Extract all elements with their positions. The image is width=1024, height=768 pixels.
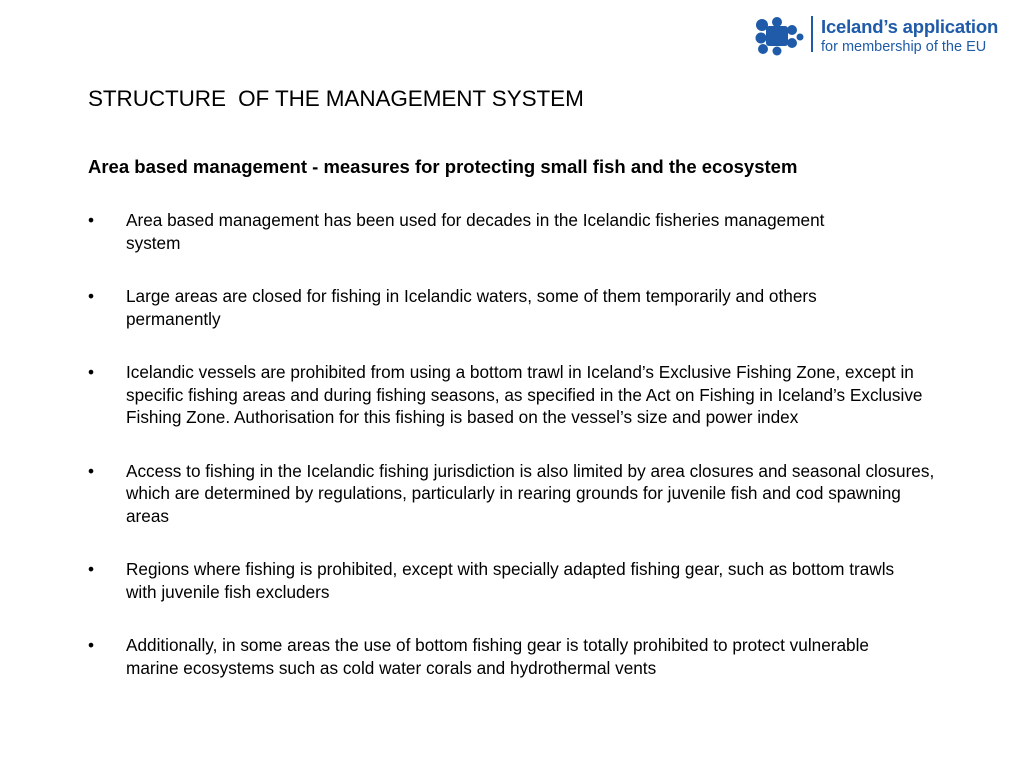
slide-title: STRUCTURE OF THE MANAGEMENT SYSTEM (88, 86, 584, 111)
logo-divider (811, 16, 813, 52)
bullet-point-icon: • (88, 559, 95, 579)
iceland-puzzle-logo-icon (752, 16, 804, 56)
bullet-item (88, 209, 948, 254)
bullet-item (88, 285, 948, 330)
bullet-text: Access to fishing in the Icelandic fishing jurisdiction is also limited by area closures and seasonal closures, which are determined by regulations, particularly in rearing grounds for juvenile fish and cod spawning areas (126, 460, 935, 526)
bullet-item (88, 361, 948, 429)
bullet-text: Regions where fishing is prohibited, except with specially adapted fishing gear, such as bottom trawls with juvenile fish excluders (126, 559, 895, 602)
bullet-list (88, 209, 948, 679)
bullet-text: Icelandic vessels are prohibited from using a bottom trawl in Iceland’s Exclusive Fishing Zone, except in specific fishing areas and during fishing seasons, as specified in the Act on Fishing in Iceland’s Exclusive Fishing Zone. Authorisation for this fishing is based on the vessel’s size and power index (126, 362, 923, 427)
bullet-text: Area based management has been used for decades in the Icelandic fisheries management system (126, 210, 825, 253)
bullet-item (88, 558, 948, 603)
bullet-point-icon: • (88, 362, 95, 382)
bullet-item (88, 460, 948, 528)
logo-subtitle: for membership of the EU (821, 39, 987, 55)
section-subheading: Area based management - measures for protecting small fish and the ecosystem (88, 156, 798, 177)
bullet-point-icon: • (88, 210, 95, 230)
bullet-point-icon: • (88, 286, 95, 306)
bullet-point-icon: • (88, 460, 95, 481)
slide-content (88, 155, 948, 710)
bullet-point-icon: • (88, 635, 95, 655)
logo-title: Iceland’s application (821, 16, 999, 37)
bullet-text: Large areas are closed for fishing in Icelandic waters, some of them temporarily and others permanently (126, 286, 817, 329)
bullet-item (88, 634, 948, 679)
logo (752, 14, 1004, 58)
bullet-text: Additionally, in some areas the use of bottom fishing gear is totally prohibited to protect vulnerable marine ecosystems such as cold water corals and hydrothermal vents (126, 635, 869, 678)
